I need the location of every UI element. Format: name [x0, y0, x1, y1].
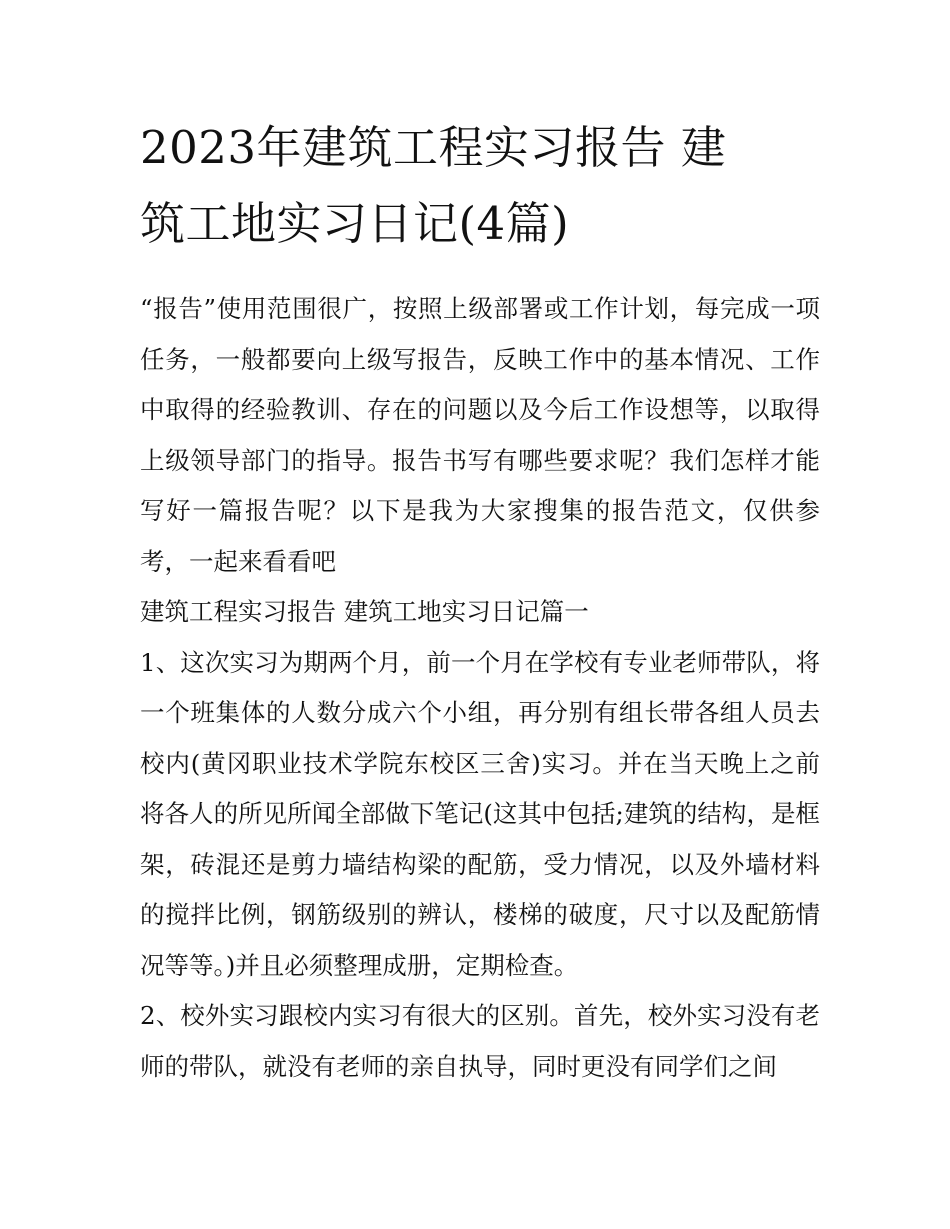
document-title — [140, 110, 820, 262]
section-heading: 建筑工程实习报告 建筑工地实习日记篇一 — [140, 597, 589, 626]
title-line-2: 筑工地实习日记(4篇) — [140, 197, 570, 250]
intro-paragraph: “报告”使用范围很广，按照上级部署或工作计划，每完成一项任务，一般都要向上级写报告，反映工作中的基本情况、工作中取得的经验教训、存在的问题以及今后工作设想等，以取得上级领导部门的指导。报告书写有哪些要求呢？我们怎样才能写好一篇报告呢？以下是我为大家搜集的报告范文，仅供参考，一起来看看吧 — [140, 294, 820, 576]
body-paragraph-1: 1、这次实习为期两个月，前一个月在学校有专业老师带队，将一个班集体的人数分成六个小组，再分别有组长带各组人员去校内(黄冈职业技术学院东校区三舍)实习。并在当天晚上之前将各人的所见所闻全部做下笔记(这其中包括;建筑的结构，是框架，砖混还是剪力墙结构梁的配筋，受力情况，以及外墙材料的搅拌比例，钢筋级别的辨认，楼梯的破度，尺寸以及配筋情况等等。)并且必须整理成册，定期检查。 — [140, 647, 820, 980]
title-line-1: 2023年建筑工程实习报告 建 — [140, 121, 727, 174]
body-paragraph-2: 2、校外实习跟校内实习有很大的区别。首先，校外实习没有老师的带队，就没有老师的亲自执导，同时更没有同学们之间 — [140, 1001, 820, 1081]
document-page — [140, 110, 820, 1092]
